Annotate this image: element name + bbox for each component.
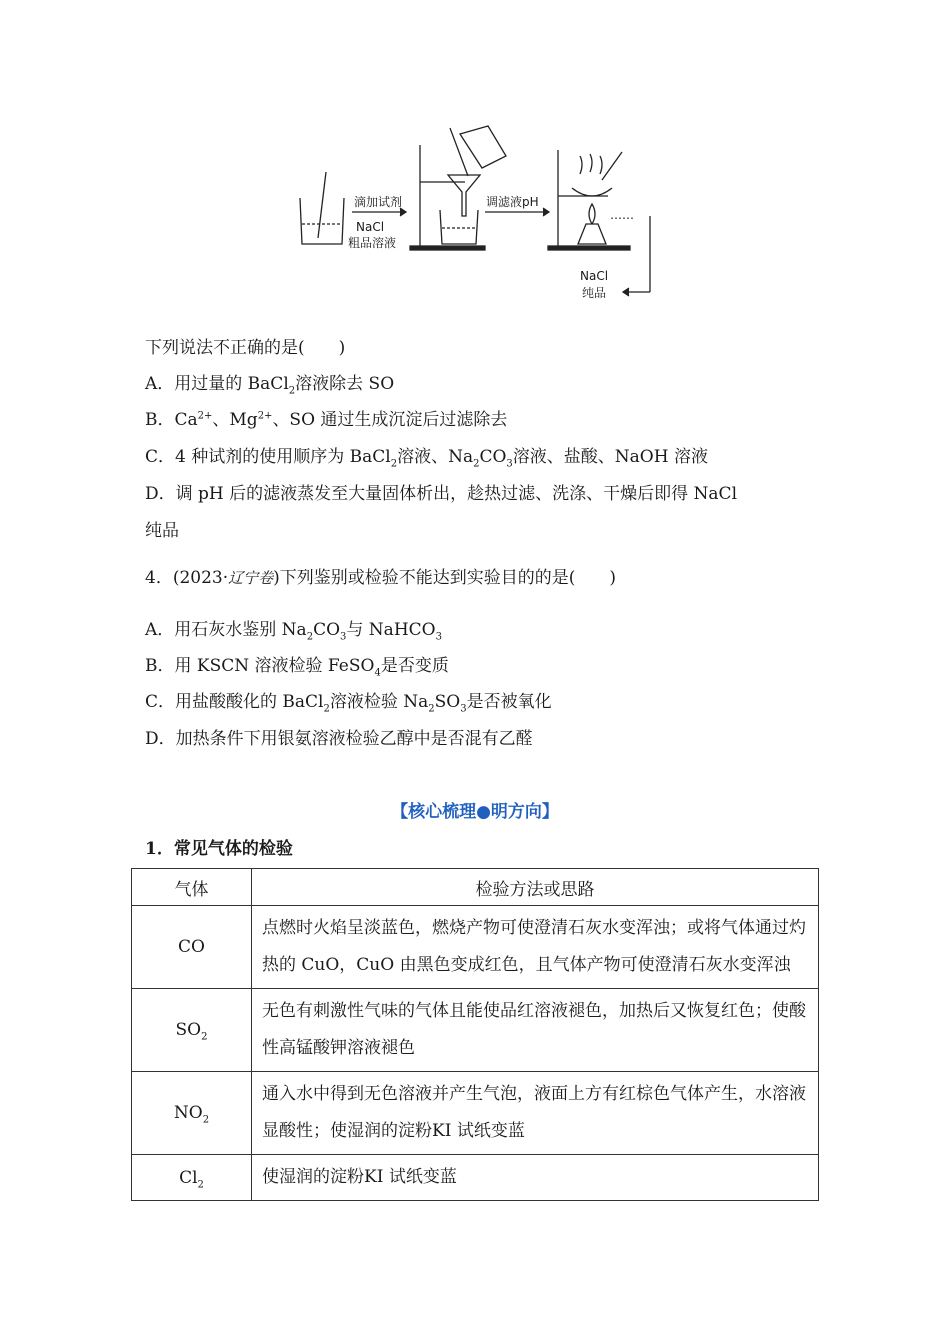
- glass-rod: [318, 172, 326, 238]
- step2-label: 调滤液pH: [486, 195, 539, 209]
- q4-option-c: C．用盐酸酸化的 BaCl$_2$溶液检验 $Na_2SO_3$是否被氧化: [145, 692, 552, 715]
- evaporating-dish: [572, 188, 612, 196]
- flame: [589, 204, 595, 224]
- section-heading: 【核心梳理●明方向】: [391, 802, 559, 822]
- method-cell: 无色有刺激性气味的气体且能使品红溶液褪色，加热后又恢复红色；使酸性高锰酸钾溶液褪色: [252, 989, 819, 1072]
- gas-cell: $NO_2$: [132, 1072, 252, 1155]
- beaker-filtrate: [440, 210, 478, 244]
- q4-option-a: A．用石灰水鉴别 $Na_2CO_3$与 NaHCO$_3$: [145, 620, 442, 643]
- table-row: [132, 1155, 819, 1201]
- funnel: [448, 175, 480, 216]
- gas-cell: CO: [132, 906, 252, 989]
- pouring-beaker: [460, 126, 506, 168]
- table-row: [132, 989, 819, 1072]
- pure-label-1: NaCl: [580, 269, 609, 283]
- q4-stem: 4．(2023·辽宁卷)下列鉴别或检验不能达到实验目的的是( ): [145, 568, 617, 588]
- table-row: [132, 906, 819, 989]
- q3-option-d-line1: D．调 pH 后的滤液蒸发至大量固体析出，趁热过滤、洗涤、干燥后即得 NaCl: [145, 484, 738, 504]
- pure-label-2: 纯品: [582, 286, 607, 300]
- q3-option-d-line2: 纯品: [145, 521, 179, 541]
- q3-option-a: A．用过量的 BaCl$_2$溶液除去 SO: [145, 374, 395, 397]
- q4-option-b: B．用 KSCN 溶液检验 FeSO$_4$是否变质: [145, 656, 449, 679]
- method-cell: 点燃时火焰呈淡蓝色，燃烧产物可使澄清石灰水变浑浊；或将气体通过灼热的 CuO，CuO 由黑色变成红色，且气体产物可使澄清石灰水变浑浊: [252, 906, 819, 989]
- crude-label-2: 粗品溶液: [348, 236, 397, 250]
- header-gas: 气体: [132, 869, 252, 906]
- q4-option-d: D．加热条件下用银氨溶液检验乙醇中是否混有乙醛: [145, 729, 533, 749]
- gas-test-table: [131, 868, 819, 1201]
- header-method: 检验方法或思路: [252, 869, 819, 906]
- section-title: 1．常见气体的检验: [145, 839, 293, 859]
- table-row: [132, 1072, 819, 1155]
- gas-cell: $SO_2$: [132, 989, 252, 1072]
- crude-label-1: NaCl: [356, 220, 385, 234]
- step1-label: 滴加试剂: [354, 195, 403, 209]
- q3-option-c: C．4 种试剂的使用顺序为 BaCl$_2$溶液、$Na_2CO_3$溶液、盐酸、NaOH 溶液: [145, 447, 708, 470]
- alcohol-lamp: [578, 224, 606, 244]
- apparatus-diagram: [290, 120, 670, 310]
- q3-stem: 下列说法不正确的是( ): [145, 338, 346, 358]
- dots: ……: [610, 208, 634, 222]
- table-header-row: [132, 869, 819, 906]
- gas-cell: $Cl_2$: [132, 1155, 252, 1201]
- q3-option-b: B．$Ca^{2+}$、$Mg^{2+}$、SO 通过生成沉淀后过滤除去: [145, 410, 508, 430]
- method-cell: 通入水中得到无色溶液并产生气泡，液面上方有红棕色气体产生，水溶液显酸性；使湿润的淀粉KI 试纸变蓝: [252, 1072, 819, 1155]
- method-cell: 使湿润的淀粉KI 试纸变蓝: [252, 1155, 819, 1201]
